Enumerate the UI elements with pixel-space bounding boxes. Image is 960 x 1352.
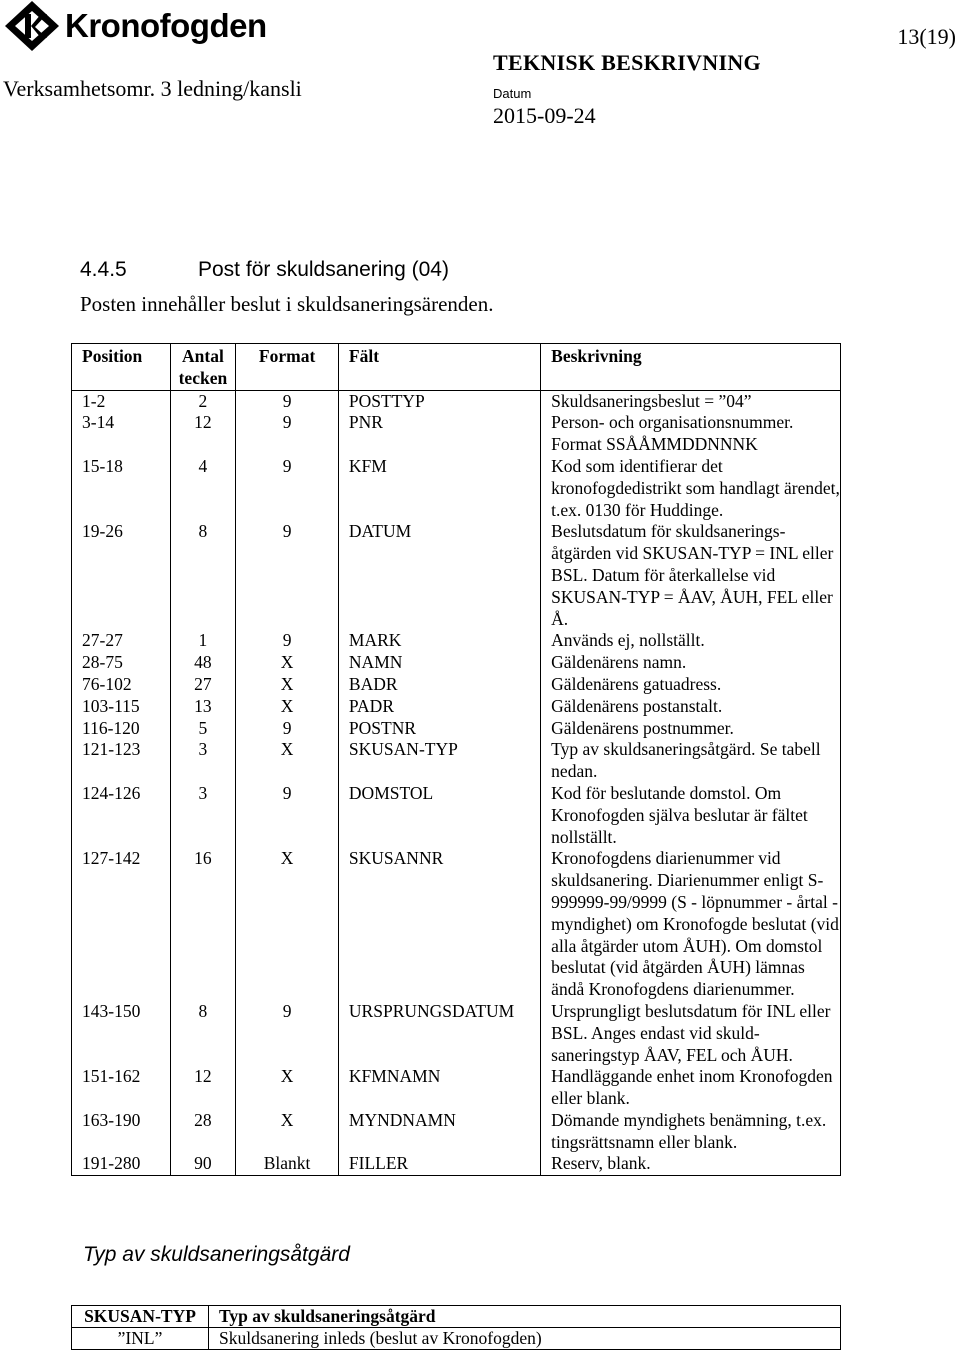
section-intro: Posten innehåller beslut i skuldsaneringsärenden.	[80, 292, 494, 316]
cell-format: X	[236, 739, 339, 783]
cell-count: 8	[170, 1001, 236, 1066]
cell-position: 1-2	[72, 390, 171, 412]
cell-position: 151-162	[72, 1066, 171, 1110]
cell-field: MYNDNAMN	[338, 1110, 540, 1154]
subsection-title: Typ av skuldsaneringsåtgärd	[83, 1243, 350, 1266]
cell-position: 121-123	[72, 739, 171, 783]
table-row	[72, 412, 841, 456]
cell-position: 103-115	[72, 696, 171, 718]
cell-position: 15-18	[72, 456, 171, 521]
cell-count: 1	[170, 630, 236, 652]
table-row	[72, 696, 841, 718]
date-value: 2015-09-24	[493, 103, 596, 128]
cell-count: 12	[170, 1066, 236, 1110]
column-header-description: Beskrivning	[541, 344, 841, 391]
cell-field: PADR	[338, 696, 540, 718]
cell-format: X	[236, 1110, 339, 1154]
table-row	[72, 739, 841, 783]
kronofogden-logo-icon	[3, 0, 63, 52]
cell-description: Gäldenärens postnummer.	[541, 718, 841, 740]
column-header-action-type: Typ av skuldsaneringsåtgärd	[209, 1306, 841, 1328]
cell-description: Kod för beslutande domstol. Om Kronofogden själva beslutar är fältet nollställt.	[541, 783, 841, 848]
cell-count: 16	[170, 848, 236, 1001]
cell-field: DOMSTOL	[338, 783, 540, 848]
table-header-row	[72, 344, 841, 391]
cell-skusan-typ: ”INL”	[72, 1328, 209, 1350]
cell-format: X	[236, 652, 339, 674]
table-row	[72, 456, 841, 521]
cell-description: Skuldsaneringsbeslut = ”04”	[541, 390, 841, 412]
section-title: Post för skuldsanering (04)	[198, 258, 449, 281]
cell-format: X	[236, 674, 339, 696]
department-name: Verksamhetsomr. 3 ledning/kansli	[3, 76, 302, 101]
cell-count: 3	[170, 783, 236, 848]
column-header-format: Format	[236, 344, 339, 391]
cell-description: Ursprungligt beslutsdatum för INL eller BSL. Anges endast vid skuld-saneringstyp ÅAV, FEL och ÅUH.	[541, 1001, 841, 1066]
cell-format: X	[236, 696, 339, 718]
cell-count: 4	[170, 456, 236, 521]
cell-description: Person- och organisationsnummer. Format SSÅÅMMDDNNNK	[541, 412, 841, 456]
cell-count: 27	[170, 674, 236, 696]
table-row	[72, 1110, 841, 1154]
cell-format: X	[236, 848, 339, 1001]
cell-format: 9	[236, 390, 339, 412]
column-header-skusan-typ: SKUSAN-TYP	[72, 1306, 209, 1328]
cell-position: 127-142	[72, 848, 171, 1001]
table-row	[72, 848, 841, 1001]
date-label: Datum	[493, 86, 532, 101]
cell-position: 163-190	[72, 1110, 171, 1154]
cell-format: X	[236, 1066, 339, 1110]
cell-format: 9	[236, 456, 339, 521]
cell-position: 27-27	[72, 630, 171, 652]
kronofogden-logo	[3, 0, 267, 52]
cell-field: KFMNAMN	[338, 1066, 540, 1110]
cell-description: Kronofogdens diarienummer vid skuldsanering. Diarienummer enligt S-999999-99/9999 (S - löpnummer - årtal - myndighet) om Kronofogde beslutat (vid alla åtgärder utom ÅUH). Om domstol beslutat (vid åtgärden ÅUH) lämnas ändå Kronofogdens diarienummer.	[541, 848, 841, 1001]
cell-position: 143-150	[72, 1001, 171, 1066]
cell-position: 116-120	[72, 718, 171, 740]
table-header-row	[72, 1306, 841, 1328]
cell-position: 19-26	[72, 521, 171, 630]
record-layout-table	[71, 343, 841, 1176]
cell-action-type: Skuldsanering inleds (beslut av Kronofogden)	[209, 1328, 841, 1350]
cell-count: 5	[170, 718, 236, 740]
table-row	[72, 652, 841, 674]
cell-format: 9	[236, 1001, 339, 1066]
cell-field: KFM	[338, 456, 540, 521]
table-row	[72, 783, 841, 848]
cell-count: 2	[170, 390, 236, 412]
cell-field: PNR	[338, 412, 540, 456]
table-row	[72, 390, 841, 412]
cell-description: Reserv, blank.	[541, 1153, 841, 1175]
table-row	[72, 1066, 841, 1110]
cell-field: POSTTYP	[338, 390, 540, 412]
table-row	[72, 1001, 841, 1066]
cell-count: 28	[170, 1110, 236, 1154]
cell-format: 9	[236, 521, 339, 630]
cell-position: 28-75	[72, 652, 171, 674]
cell-description: Gäldenärens namn.	[541, 652, 841, 674]
cell-description: Kod som identifierar det kronofogdedistrikt som handlagt ärendet, t.ex. 0130 för Huddinge.	[541, 456, 841, 521]
cell-field: SKUSANNR	[338, 848, 540, 1001]
cell-position: 191-280	[72, 1153, 171, 1175]
table-row	[72, 674, 841, 696]
cell-description: Gäldenärens gatuadress.	[541, 674, 841, 696]
cell-field: BADR	[338, 674, 540, 696]
section-number: 4.4.5	[80, 258, 127, 281]
cell-position: 124-126	[72, 783, 171, 848]
section-heading	[80, 258, 449, 282]
cell-count: 13	[170, 696, 236, 718]
table-row	[72, 1328, 841, 1350]
cell-description: Dömande myndighets benämning, t.ex. tingsrättsnamn eller blank.	[541, 1110, 841, 1154]
cell-format: 9	[236, 412, 339, 456]
cell-description: Typ av skuldsaneringsåtgärd. Se tabell nedan.	[541, 739, 841, 783]
cell-field: POSTNR	[338, 718, 540, 740]
cell-field: MARK	[338, 630, 540, 652]
cell-format: 9	[236, 718, 339, 740]
cell-description: Används ej, nollställt.	[541, 630, 841, 652]
cell-count: 90	[170, 1153, 236, 1175]
cell-description: Beslutsdatum för skuldsanerings-åtgärden vid SKUSAN-TYP = INL eller BSL. Datum för återkallelse vid SKUSAN-TYP = ÅAV, ÅUH, FEL eller Å.	[541, 521, 841, 630]
cell-format: 9	[236, 630, 339, 652]
column-header-count: Antal tecken	[170, 344, 236, 391]
table-row	[72, 718, 841, 740]
cell-position: 76-102	[72, 674, 171, 696]
cell-field: SKUSAN-TYP	[338, 739, 540, 783]
skusan-type-table	[71, 1305, 841, 1350]
logo-wordmark: Kronofogden	[65, 7, 267, 44]
cell-description: Gäldenärens postanstalt.	[541, 696, 841, 718]
column-header-field: Fält	[338, 344, 540, 391]
cell-description: Handläggande enhet inom Kronofogden eller blank.	[541, 1066, 841, 1110]
cell-count: 12	[170, 412, 236, 456]
column-header-position: Position	[72, 344, 171, 391]
cell-field: DATUM	[338, 521, 540, 630]
cell-field: FILLER	[338, 1153, 540, 1175]
cell-position: 3-14	[72, 412, 171, 456]
cell-field: NAMN	[338, 652, 540, 674]
cell-field: URSPRUNGSDATUM	[338, 1001, 540, 1066]
cell-format: Blankt	[236, 1153, 339, 1175]
cell-format: 9	[236, 783, 339, 848]
document-title: TEKNISK BESKRIVNING	[493, 50, 761, 75]
cell-count: 8	[170, 521, 236, 630]
table-row	[72, 630, 841, 652]
table-row	[72, 1153, 841, 1175]
table-row	[72, 521, 841, 630]
page-number: 13(19)	[897, 24, 956, 49]
cell-count: 48	[170, 652, 236, 674]
cell-count: 3	[170, 739, 236, 783]
